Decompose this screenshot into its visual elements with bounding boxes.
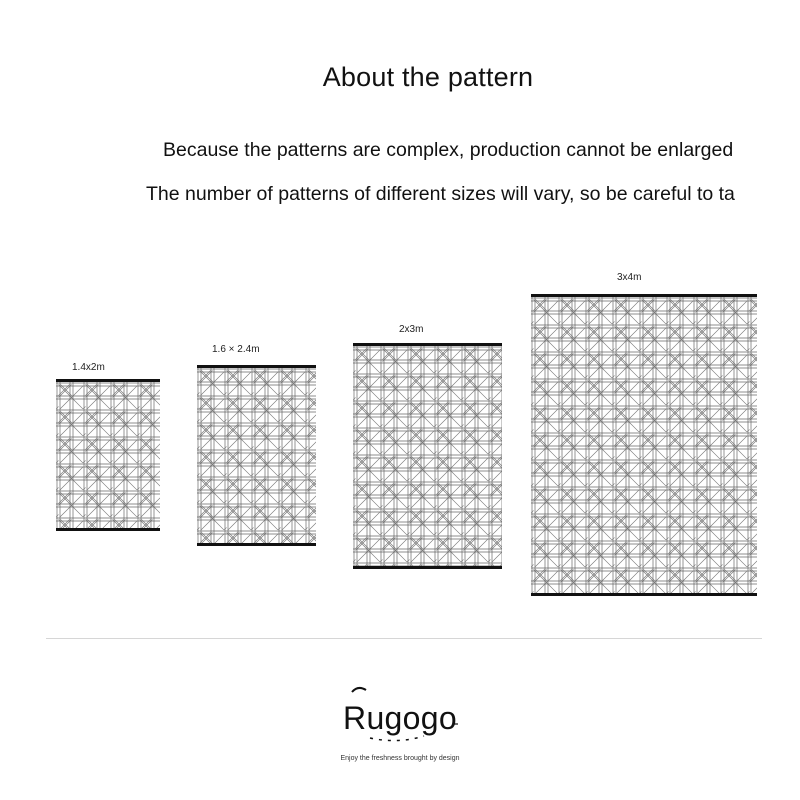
cane-lattice-pattern-icon bbox=[56, 382, 160, 528]
rug-preview-large bbox=[353, 343, 502, 569]
note-pattern-count: The number of patterns of different sizes will vary, so be careful to ta bbox=[146, 183, 735, 205]
cane-lattice-pattern-icon bbox=[353, 346, 502, 566]
rug-bottom-edge bbox=[56, 528, 160, 531]
rug-size-label: 3x4m bbox=[617, 272, 642, 283]
brand-tagline: Enjoy the freshness brought by design bbox=[340, 755, 460, 762]
cane-lattice-pattern-icon bbox=[531, 297, 757, 593]
rug-preview-xlarge bbox=[531, 294, 757, 596]
rug-size-label: 1.4x2m bbox=[72, 362, 105, 373]
brand-logo: Rugogo bbox=[343, 700, 457, 736]
note-enlargement: Because the patterns are complex, production cannot be enlarged bbox=[163, 139, 734, 161]
rug-preview-small bbox=[56, 379, 160, 531]
rug-preview-medium bbox=[197, 365, 316, 546]
rug-size-label: 1.6 × 2.4m bbox=[212, 344, 260, 355]
cane-lattice-pattern-icon bbox=[197, 368, 316, 543]
rug-size-label: 2x3m bbox=[399, 324, 424, 335]
rug-bottom-edge bbox=[531, 593, 757, 596]
rug-bottom-edge bbox=[353, 566, 502, 569]
rug-bottom-edge bbox=[197, 543, 316, 546]
page-title: About the pattern bbox=[322, 62, 534, 92]
section-divider bbox=[46, 638, 762, 639]
